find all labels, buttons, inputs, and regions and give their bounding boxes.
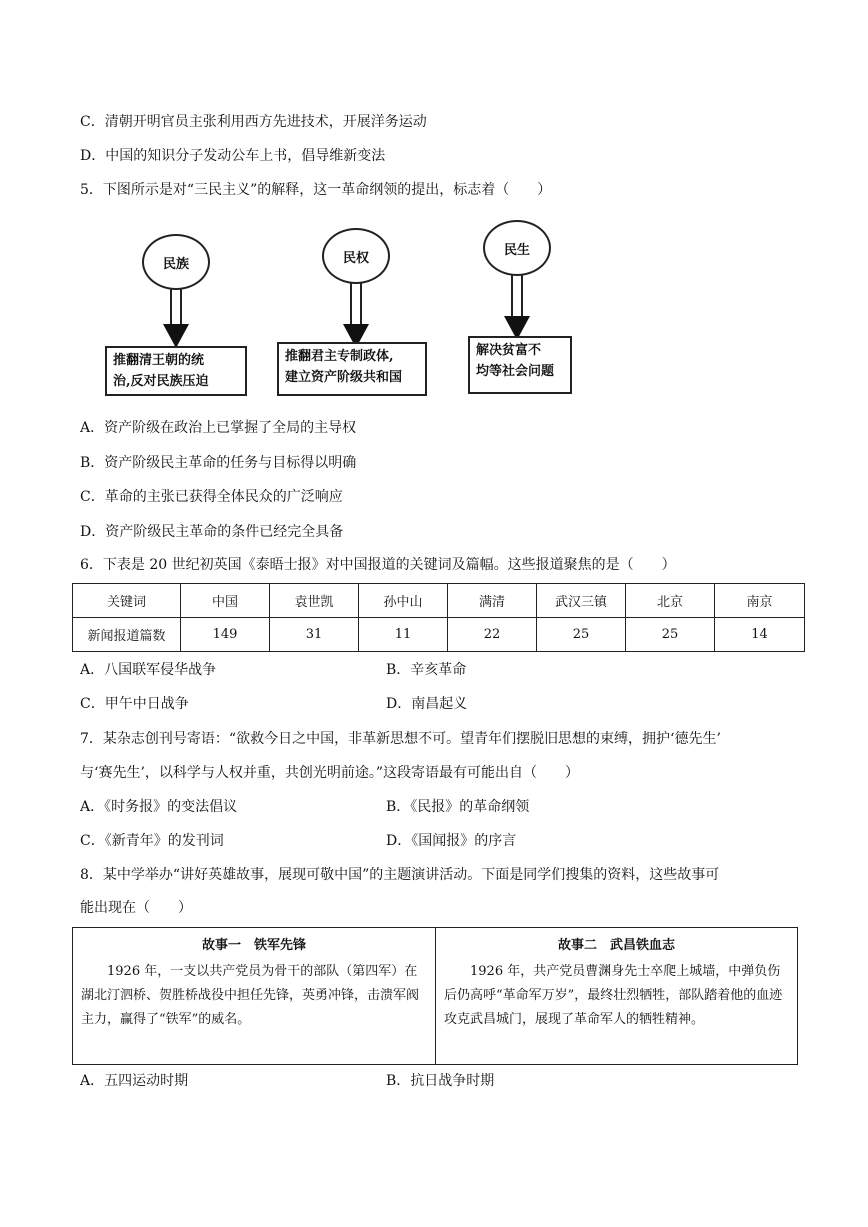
arrow-head xyxy=(163,324,189,348)
story-two-title: 故事二 武昌铁血志 xyxy=(557,938,675,953)
table-cell: 孙中山 xyxy=(359,584,448,618)
three-principles-diagram xyxy=(100,218,600,403)
q7-stem-line2: 与‘赛先生’，以科学与人权并重，共创光明前途。”这段寄语最有可能出自（ ） xyxy=(80,765,580,781)
box-minquan-line2: 建立资产阶级共和国 xyxy=(285,370,403,385)
box-minquan xyxy=(277,342,427,396)
q5-option-a: A．资产阶级在政治上已掌握了全局的主导权 xyxy=(80,420,357,436)
q4-option-c: C．清朝开明官员主张利用西方先进技术，开展洋务运动 xyxy=(80,114,427,130)
q5-option-c: C．革命的主张已获得全体民众的广泛响应 xyxy=(80,489,343,505)
story-two xyxy=(435,928,797,1064)
table-cell: 11 xyxy=(359,618,448,652)
q8-stem-line1: 8．某中学举办“讲好英雄故事，展现可敬中国”的主题演讲活动。下面是同学们搜集的资料，这些故事可 xyxy=(80,867,720,883)
table-cell: 25 xyxy=(537,618,626,652)
q6-option-d: D．南昌起义 xyxy=(386,696,468,712)
story-one-body: 1926 年，一支以共产党员为骨干的部队（第四军）在湖北汀泗桥、贺胜桥战役中担任先锋，英勇冲锋，击溃军阀主力，赢得了“铁军”的威名。 xyxy=(81,964,420,1027)
table-cell: 149 xyxy=(181,618,270,652)
story-two-body: 1926 年，共产党员曹渊身先士卒爬上城墙，中弹负伤后仍高呼“革命军万岁”，最终壮烈牺牲，部队踏着他的血迹攻克武昌城门，展现了革命军人的牺牲精神。 xyxy=(444,964,783,1027)
q7-option-c: C．《新青年》的发刊词 xyxy=(80,833,224,849)
arrow-shaft xyxy=(511,274,523,318)
q5-stem: 5．下图所示是对“三民主义”的解释，这一革命纲领的提出，标志着（ ） xyxy=(80,182,552,198)
circle-minsheng: 民生 xyxy=(483,220,551,276)
table-cell: 14 xyxy=(715,618,805,652)
box-minzu xyxy=(105,346,247,396)
table-cell: 北京 xyxy=(626,584,715,618)
table-cell: 满清 xyxy=(448,584,537,618)
arrow-shaft xyxy=(350,282,362,326)
box-minsheng-line2: 均等社会问题 xyxy=(476,364,555,379)
q8-option-a: A．五四运动时期 xyxy=(80,1073,189,1089)
q4-option-d: D．中国的知识分子发动公车上书，倡导维新变法 xyxy=(80,148,386,164)
story-one-title: 故事一 铁军先锋 xyxy=(201,938,306,953)
table-cell: 关键词 xyxy=(73,584,181,618)
q8-option-b: B．抗日战争时期 xyxy=(386,1073,495,1089)
table-cell: 中国 xyxy=(181,584,270,618)
table-cell: 25 xyxy=(626,618,715,652)
box-minquan-line1: 推翻君主专制政体, xyxy=(285,349,394,364)
q6-option-b: B．辛亥革命 xyxy=(386,662,467,678)
q5-option-b: B．资产阶级民主革命的任务与目标得以明确 xyxy=(80,455,357,471)
circle-minquan: 民权 xyxy=(322,228,390,284)
box-minzu-line2: 治,反对民族压迫 xyxy=(113,374,209,389)
story-table xyxy=(72,927,798,1065)
box-minzu-line1: 推翻清王朝的统 xyxy=(113,353,205,368)
table-cell: 南京 xyxy=(715,584,805,618)
q5-option-d: D．资产阶级民主革命的条件已经完全具备 xyxy=(80,524,344,540)
q8-stem-line2: 能出现在（ ） xyxy=(80,900,192,916)
story-one xyxy=(73,928,435,1064)
table-cell: 新闻报道篇数 xyxy=(73,618,181,652)
box-minsheng xyxy=(468,336,572,394)
table-row xyxy=(73,584,805,618)
table-cell: 袁世凯 xyxy=(270,584,359,618)
q6-option-c: C．甲午中日战争 xyxy=(80,696,189,712)
box-minsheng-line1: 解决贫富不 xyxy=(476,343,542,358)
table-cell: 31 xyxy=(270,618,359,652)
q6-option-a: A．八国联军侵华战争 xyxy=(80,662,217,678)
q7-option-a: A．《时务报》的变法倡议 xyxy=(80,799,238,815)
q7-option-d: D．《国闻报》的序言 xyxy=(386,833,517,849)
q7-stem-line1: 7．某杂志创刊号寄语：“欲救今日之中国，非革新思想不可。望青年们摆脱旧思想的束缚，拥护‘德先生’ xyxy=(80,731,721,747)
keyword-table xyxy=(72,583,805,652)
q6-stem: 6．下表是 20 世纪初英国《泰晤士报》对中国报道的关键词及篇幅。这些报道聚焦的是（ ） xyxy=(80,557,676,573)
table-row xyxy=(73,618,805,652)
arrow-shaft xyxy=(170,288,182,326)
table-cell: 22 xyxy=(448,618,537,652)
table-cell: 武汉三镇 xyxy=(537,584,626,618)
q7-option-b: B．《民报》的革命纲领 xyxy=(386,799,530,815)
circle-minzu: 民族 xyxy=(142,234,210,290)
